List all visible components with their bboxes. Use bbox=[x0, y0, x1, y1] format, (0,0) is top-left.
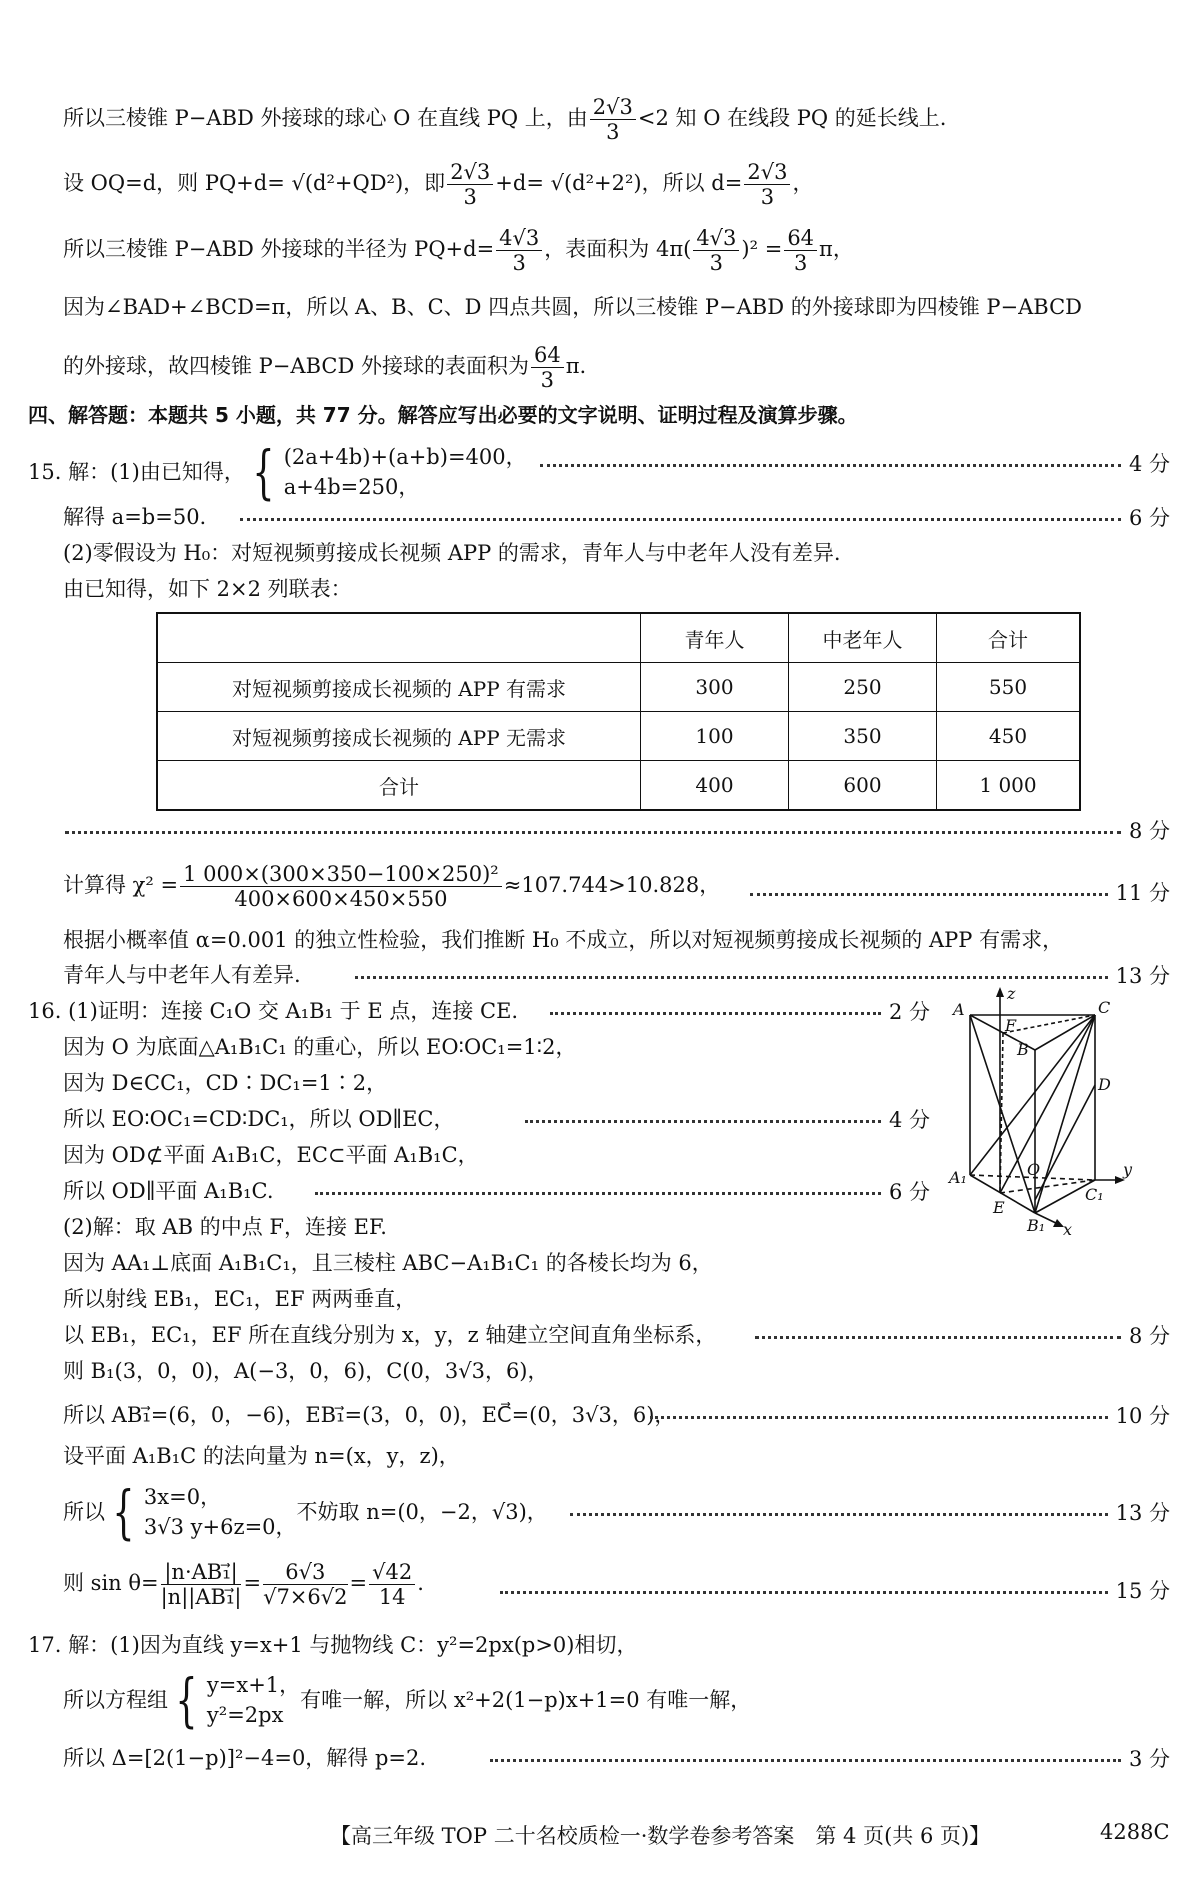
text: 则 sin θ= bbox=[63, 1571, 159, 1595]
p16-line-3: 因为 D∈CC₁，CD∶DC₁=1∶2， bbox=[63, 1071, 388, 1095]
equals: = bbox=[243, 1571, 262, 1595]
numerator: √42 bbox=[369, 1560, 415, 1585]
footer-center: 【高三年级 TOP 二十名校质检一·数学卷参考答案 第 4 页(共 6 页)】 bbox=[330, 1824, 991, 1848]
equation-system bbox=[284, 442, 527, 502]
equation: (2a+4b)+(a+b)=400， bbox=[283, 445, 527, 469]
score: 13 分 bbox=[1115, 964, 1170, 988]
intro-line-2 bbox=[63, 160, 813, 209]
contingency-table bbox=[156, 612, 1081, 811]
score: 10 分 bbox=[1115, 1404, 1170, 1428]
label-D: D bbox=[1098, 1075, 1111, 1094]
line-EC1 bbox=[1000, 1180, 1095, 1193]
denominator: 3 bbox=[760, 185, 775, 209]
label-C1: C₁ bbox=[1085, 1185, 1104, 1204]
label-E: E bbox=[993, 1198, 1005, 1217]
dot-leader bbox=[240, 518, 1121, 521]
numerator: 6√3 bbox=[263, 1560, 347, 1585]
denominator: 3 bbox=[512, 251, 526, 275]
fraction bbox=[180, 862, 502, 911]
p15-concl-2: 青年人与中老年人有差异. bbox=[63, 963, 301, 987]
fraction bbox=[784, 226, 817, 275]
table-row bbox=[157, 712, 1080, 761]
dot-leader bbox=[550, 1012, 881, 1015]
equation: y²=2px bbox=[206, 1703, 284, 1727]
p16-line-9: 所以射线 EB₁，EC₁，EF 两两垂直， bbox=[63, 1287, 417, 1311]
denominator: 3 bbox=[606, 120, 620, 144]
fraction bbox=[447, 160, 493, 209]
fraction bbox=[496, 226, 542, 275]
p16-score-row-1 bbox=[540, 996, 930, 1026]
table-row bbox=[157, 761, 1080, 811]
p16-line-1: 16. (1)证明：连接 C₁O 交 A₁B₁ 于 E 点，连接 CE. bbox=[28, 999, 519, 1023]
text: ，表面积为 4π( bbox=[544, 237, 692, 261]
dot-leader bbox=[315, 1192, 881, 1195]
table-cell: 400 bbox=[641, 761, 789, 811]
line-FC bbox=[1003, 1015, 1095, 1033]
equation: a+4b=250， bbox=[283, 475, 420, 499]
fraction bbox=[263, 1560, 347, 1609]
text: 所以三棱锥 P−ABD 外接球的球心 O 在直线 PQ 上，由 bbox=[63, 106, 588, 130]
p16-line-4: 所以 EO∶OC₁=CD∶DC₁，所以 OD∥EC， bbox=[63, 1107, 455, 1131]
table-cell: 100 bbox=[641, 712, 789, 761]
denominator: √7×6√2 bbox=[263, 1585, 348, 1609]
p15-score-row-4 bbox=[740, 877, 1170, 907]
p15-line-1 bbox=[28, 438, 527, 506]
score: 6 分 bbox=[888, 1180, 930, 1204]
p16-line-13: 设平面 A₁B₁C 的法向量为 n=(x，y，z)， bbox=[63, 1444, 460, 1468]
fraction bbox=[161, 1560, 242, 1609]
label-O: O bbox=[1027, 1160, 1041, 1179]
p16-line-2: 因为 O 为底面△A₁B₁C₁ 的重心，所以 EO∶OC₁=1∶2， bbox=[63, 1035, 577, 1059]
table-cell: 550 bbox=[937, 663, 1081, 712]
p16-line-11: 则 B₁(3，0，0)，A(−3，0，6)，C(0，3√3，6)， bbox=[63, 1359, 549, 1383]
table-cell bbox=[157, 613, 641, 663]
dot-leader bbox=[570, 1513, 1108, 1516]
text: 的外接球，故四棱锥 P−ABCD 外接球的表面积为 bbox=[63, 354, 529, 378]
table-cell: 450 bbox=[937, 712, 1081, 761]
fraction bbox=[369, 1560, 415, 1609]
p16-line-12: 所以 AB₁⃗=(6，0，−6)，EB₁⃗=(3，0，0)，EC⃗=(0，3√3，6)， bbox=[63, 1403, 676, 1427]
footer-code: 4288C bbox=[1100, 1820, 1170, 1844]
score: 3 分 bbox=[1128, 1747, 1170, 1771]
denominator: 3 bbox=[540, 368, 555, 392]
table-cell: 合计 bbox=[157, 761, 641, 811]
p16-score-row-6 bbox=[560, 1497, 1170, 1527]
p16-score-row-2 bbox=[515, 1104, 930, 1134]
p17-score-row-1 bbox=[480, 1743, 1170, 1773]
p17-line-2 bbox=[63, 1666, 752, 1734]
dot-leader bbox=[490, 1759, 1121, 1762]
text: π. bbox=[565, 354, 587, 378]
p16-line-6: 所以 OD∥平面 A₁B₁C. bbox=[63, 1179, 274, 1203]
equation-system bbox=[207, 1670, 300, 1730]
line-CE bbox=[1000, 1015, 1095, 1193]
score: 6 分 bbox=[1128, 506, 1170, 530]
numerator: 2√3 bbox=[447, 160, 493, 185]
text: )² = bbox=[741, 237, 783, 261]
dot-leader bbox=[650, 1416, 1108, 1419]
section-heading: 四、解答题：本题共 5 小题，共 77 分。解答应写出必要的文字说明、证明过程及演算步骤。 bbox=[28, 403, 858, 427]
table-header-row bbox=[157, 613, 1080, 663]
table-cell: 350 bbox=[789, 712, 937, 761]
p15-score-row-1 bbox=[530, 448, 1170, 478]
score: 13 分 bbox=[1115, 1501, 1170, 1525]
score: 11 分 bbox=[1115, 881, 1170, 905]
arrow-z bbox=[996, 987, 1004, 997]
text: 有唯一解，所以 x²+2(1−p)x+1=0 有唯一解， bbox=[300, 1688, 752, 1712]
period: . bbox=[417, 1571, 424, 1595]
numerator: 2√3 bbox=[744, 160, 790, 185]
numerator: |n·AB₁⃗| bbox=[161, 1560, 242, 1585]
p15-line-2: 解得 a=b=50. bbox=[63, 505, 207, 529]
brace: { bbox=[175, 1666, 198, 1734]
comma: ， bbox=[792, 171, 814, 195]
dot-leader bbox=[500, 1591, 1108, 1594]
p17-line-1: 17. 解：(1)因为直线 y=x+1 与抛物线 C：y²=2px(p>0)相切， bbox=[28, 1633, 638, 1657]
p15-score-row-3 bbox=[55, 815, 1170, 845]
numerator: 2√3 bbox=[590, 95, 636, 120]
p16-score-row-3 bbox=[305, 1176, 930, 1206]
p16-score-row-7 bbox=[490, 1575, 1170, 1605]
table-cell: 1 000 bbox=[937, 761, 1081, 811]
p16-line-15 bbox=[63, 1560, 424, 1609]
line-OD bbox=[1035, 1085, 1095, 1200]
intro-line-3 bbox=[63, 226, 854, 275]
numerator: 64 bbox=[531, 343, 564, 368]
brace: { bbox=[252, 438, 275, 506]
denominator: 3 bbox=[463, 185, 477, 209]
denominator: 3 bbox=[709, 251, 724, 275]
equation: 3√3 y+6z=0， bbox=[143, 1515, 297, 1539]
brace: { bbox=[112, 1478, 135, 1546]
denominator: 3 bbox=[793, 251, 808, 275]
p16-line-10: 以 EB₁，EC₁，EF 所在直线分别为 x，y，z 轴建立空间直角坐标系， bbox=[63, 1323, 717, 1347]
score: 15 分 bbox=[1115, 1579, 1170, 1603]
label-y: y bbox=[1123, 1160, 1133, 1179]
numerator: 4√3 bbox=[693, 226, 739, 251]
label-F: F bbox=[1005, 1016, 1017, 1035]
fraction bbox=[531, 343, 564, 392]
text: <2 知 O 在线段 PQ 的延长线上. bbox=[637, 106, 947, 130]
fraction bbox=[744, 160, 790, 209]
numerator: 1 000×(300×350−100×250)² bbox=[180, 862, 502, 887]
score: 2 分 bbox=[888, 1000, 930, 1024]
table-cell: 对短视频剪接成长视频的 APP 有需求 bbox=[157, 663, 641, 712]
label-B1: B₁ bbox=[1027, 1216, 1046, 1235]
text: 计算得 χ² = bbox=[63, 873, 179, 897]
table-row bbox=[157, 663, 1080, 712]
equation-system bbox=[144, 1482, 297, 1542]
p16-line-7: (2)解：取 AB 的中点 F，连接 EF. bbox=[63, 1215, 387, 1239]
label-z: z bbox=[1007, 985, 1016, 1003]
p16-score-row-4 bbox=[745, 1320, 1170, 1350]
p15-chi-line bbox=[63, 862, 720, 911]
text: 所以方程组 bbox=[63, 1688, 168, 1712]
table-cell: 中老年人 bbox=[789, 613, 937, 663]
score: 4 分 bbox=[888, 1108, 930, 1132]
table-cell: 250 bbox=[789, 663, 937, 712]
denominator: 400×600×450×550 bbox=[234, 887, 448, 911]
fraction bbox=[693, 226, 739, 275]
text: +d= √(d²+2²)，所以 d= bbox=[495, 171, 743, 195]
p16-line-14 bbox=[63, 1478, 548, 1546]
text: π， bbox=[819, 237, 854, 261]
table-cell: 青年人 bbox=[641, 613, 789, 663]
line-CA1 bbox=[970, 1015, 1095, 1175]
equation: y=x+1， bbox=[206, 1673, 301, 1697]
p17-line-3: 所以 Δ=[2(1−p)]²−4=0，解得 p=2. bbox=[63, 1746, 427, 1770]
label-A: A bbox=[953, 1000, 965, 1019]
dot-leader bbox=[65, 831, 1121, 834]
dot-leader bbox=[540, 464, 1121, 467]
p15-concl-1: 根据小概率值 α=0.001 的独立性检验，我们推断 H₀ 不成立，所以对短视频剪接成长视频的 APP 有需求， bbox=[63, 928, 1064, 952]
p16-line-8: 因为 AA₁⊥底面 A₁B₁C₁，且三棱柱 ABC−A₁B₁C₁ 的各棱长均为 6， bbox=[63, 1251, 713, 1275]
equation: 3x=0， bbox=[143, 1485, 222, 1509]
numerator: 4√3 bbox=[496, 226, 542, 251]
p16-line-5: 因为 OD⊄平面 A₁B₁C，EC⊂平面 A₁B₁C， bbox=[63, 1143, 479, 1167]
label-C: C bbox=[1098, 998, 1111, 1017]
text: 所以三棱锥 P−ABD 外接球的半径为 PQ+d= bbox=[63, 237, 495, 261]
text: 设 OQ=d，则 PQ+d= √(d²+QD²)，即 bbox=[63, 171, 446, 195]
table-cell: 300 bbox=[641, 663, 789, 712]
score: 4 分 bbox=[1128, 452, 1170, 476]
intro-line-4: 因为∠BAD+∠BCD=π，所以 A、B、C、D 四点共圆，所以三棱锥 P−ABD 的外接球即为四棱锥 P−ABCD bbox=[63, 295, 1082, 319]
intro-line-5 bbox=[63, 343, 586, 392]
dot-leader bbox=[525, 1120, 881, 1123]
intro-line-1 bbox=[63, 95, 946, 144]
label-A1: A₁ bbox=[949, 1168, 967, 1187]
table-cell: 600 bbox=[789, 761, 937, 811]
table-cell: 对短视频剪接成长视频的 APP 无需求 bbox=[157, 712, 641, 761]
text: 15. 解：(1)由已知得， bbox=[28, 460, 245, 484]
score: 8 分 bbox=[1128, 819, 1170, 843]
text: 所以 bbox=[63, 1500, 105, 1524]
fraction bbox=[590, 95, 636, 144]
label-x: x bbox=[1063, 1220, 1073, 1235]
p16-score-row-5 bbox=[640, 1400, 1170, 1430]
equals: = bbox=[349, 1571, 368, 1595]
prism-figure bbox=[945, 985, 1170, 1235]
text: ≈107.744>10.828， bbox=[503, 873, 721, 897]
numerator: 64 bbox=[784, 226, 817, 251]
score: 8 分 bbox=[1128, 1324, 1170, 1348]
denominator: |n||AB₁⃗| bbox=[160, 1585, 242, 1609]
dot-leader bbox=[355, 976, 1108, 979]
p15-line-4: 由已知得，如下 2×2 列联表： bbox=[63, 577, 352, 601]
p15-score-row-2 bbox=[230, 502, 1170, 532]
table-cell: 合计 bbox=[937, 613, 1081, 663]
dot-leader bbox=[750, 893, 1108, 896]
p15-line-3: (2)零假设为 H₀：对短视频剪接成长视频 APP 的需求，青年人与中老年人没有差异. bbox=[63, 541, 841, 565]
dot-leader bbox=[755, 1336, 1121, 1339]
denominator: 14 bbox=[378, 1585, 406, 1609]
text: 不妨取 n=(0，−2，√3)， bbox=[296, 1500, 548, 1524]
label-B: B bbox=[1017, 1040, 1029, 1059]
